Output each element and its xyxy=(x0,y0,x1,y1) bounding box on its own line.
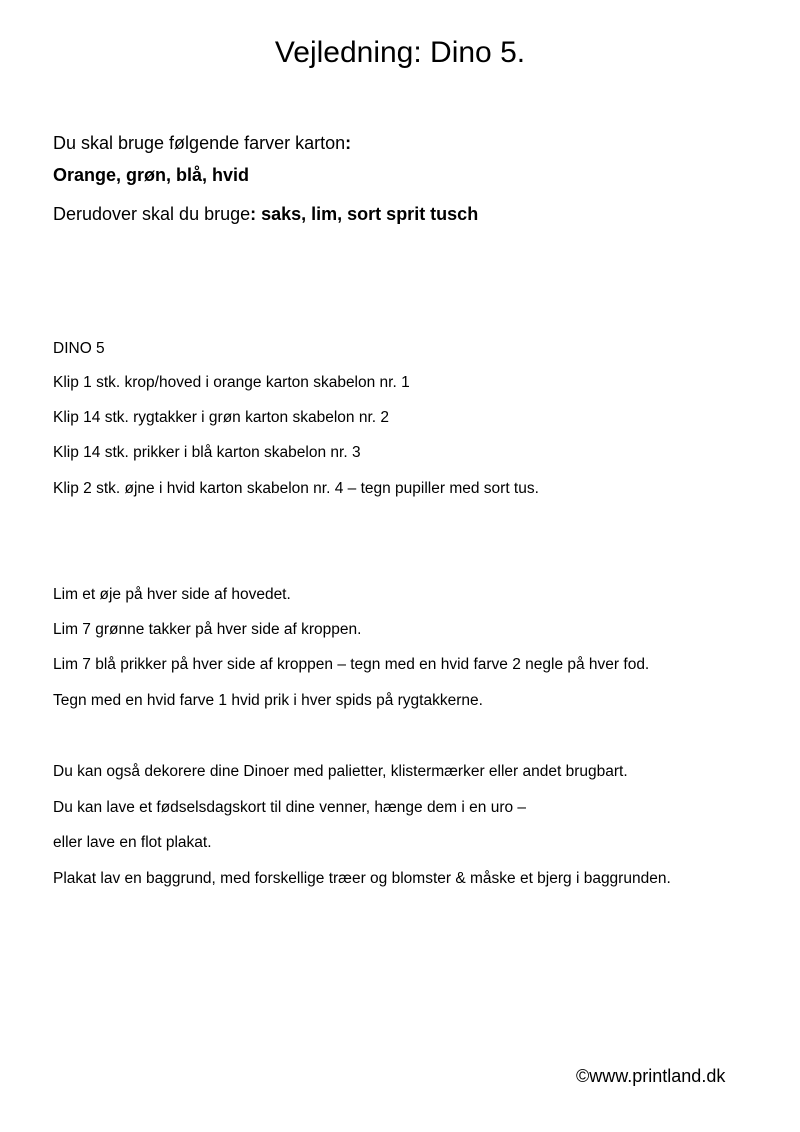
cut-step: Klip 2 stk. øjne i hvid karton skabelon nr. 4 – tegn pupiller med sort tus. xyxy=(53,480,539,497)
assembly-step: Lim et øje på hver side af hovedet. xyxy=(53,586,291,603)
copyright-footer: ©www.printland.dk xyxy=(576,1066,726,1086)
cut-step: Klip 14 stk. prikker i blå karton skabelon nr. 3 xyxy=(53,444,361,461)
cut-step: Klip 14 stk. rygtakker i grøn karton skabelon nr. 2 xyxy=(53,409,389,426)
assembly-step: Tegn med en hvid farve 1 hvid prik i hver spids på rygtakkerne. xyxy=(53,692,483,709)
assembly-step: Lim 7 grønne takker på hver side af kroppen. xyxy=(53,621,362,638)
idea-line: eller lave en flot plakat. xyxy=(53,834,212,851)
assembly-step: Lim 7 blå prikker på hver side af kroppen – tegn med en hvid farve 2 negle på hver fod. xyxy=(53,656,650,673)
cut-step: Klip 1 stk. krop/hoved i orange karton skabelon nr. 1 xyxy=(53,374,410,391)
section-heading: DINO 5 xyxy=(53,340,105,357)
page-title: Vejledning: Dino 5. xyxy=(274,36,526,69)
idea-line: Du kan lave et fødselsdagskort til dine venner, hænge dem i en uro – xyxy=(53,799,527,816)
materials-colors-list: Orange, grøn, blå, hvid xyxy=(53,165,250,185)
materials-tools-line xyxy=(53,202,478,226)
idea-line: Du kan også dekorere dine Dinoer med palietter, klistermærker eller andet brugbart. xyxy=(53,763,628,780)
materials-tools-label: Derudover skal du bruge xyxy=(53,204,251,224)
materials-colors-line xyxy=(53,131,351,155)
materials-colors-label: Du skal bruge følgende farver karton xyxy=(53,133,346,153)
materials-colors-colon: : xyxy=(345,133,352,153)
materials-tools-list: : saks, lim, sort sprit tusch xyxy=(250,204,479,224)
idea-line: Plakat lav en baggrund, med forskellige træer og blomster & måske et bjerg i baggrunden. xyxy=(53,870,671,887)
